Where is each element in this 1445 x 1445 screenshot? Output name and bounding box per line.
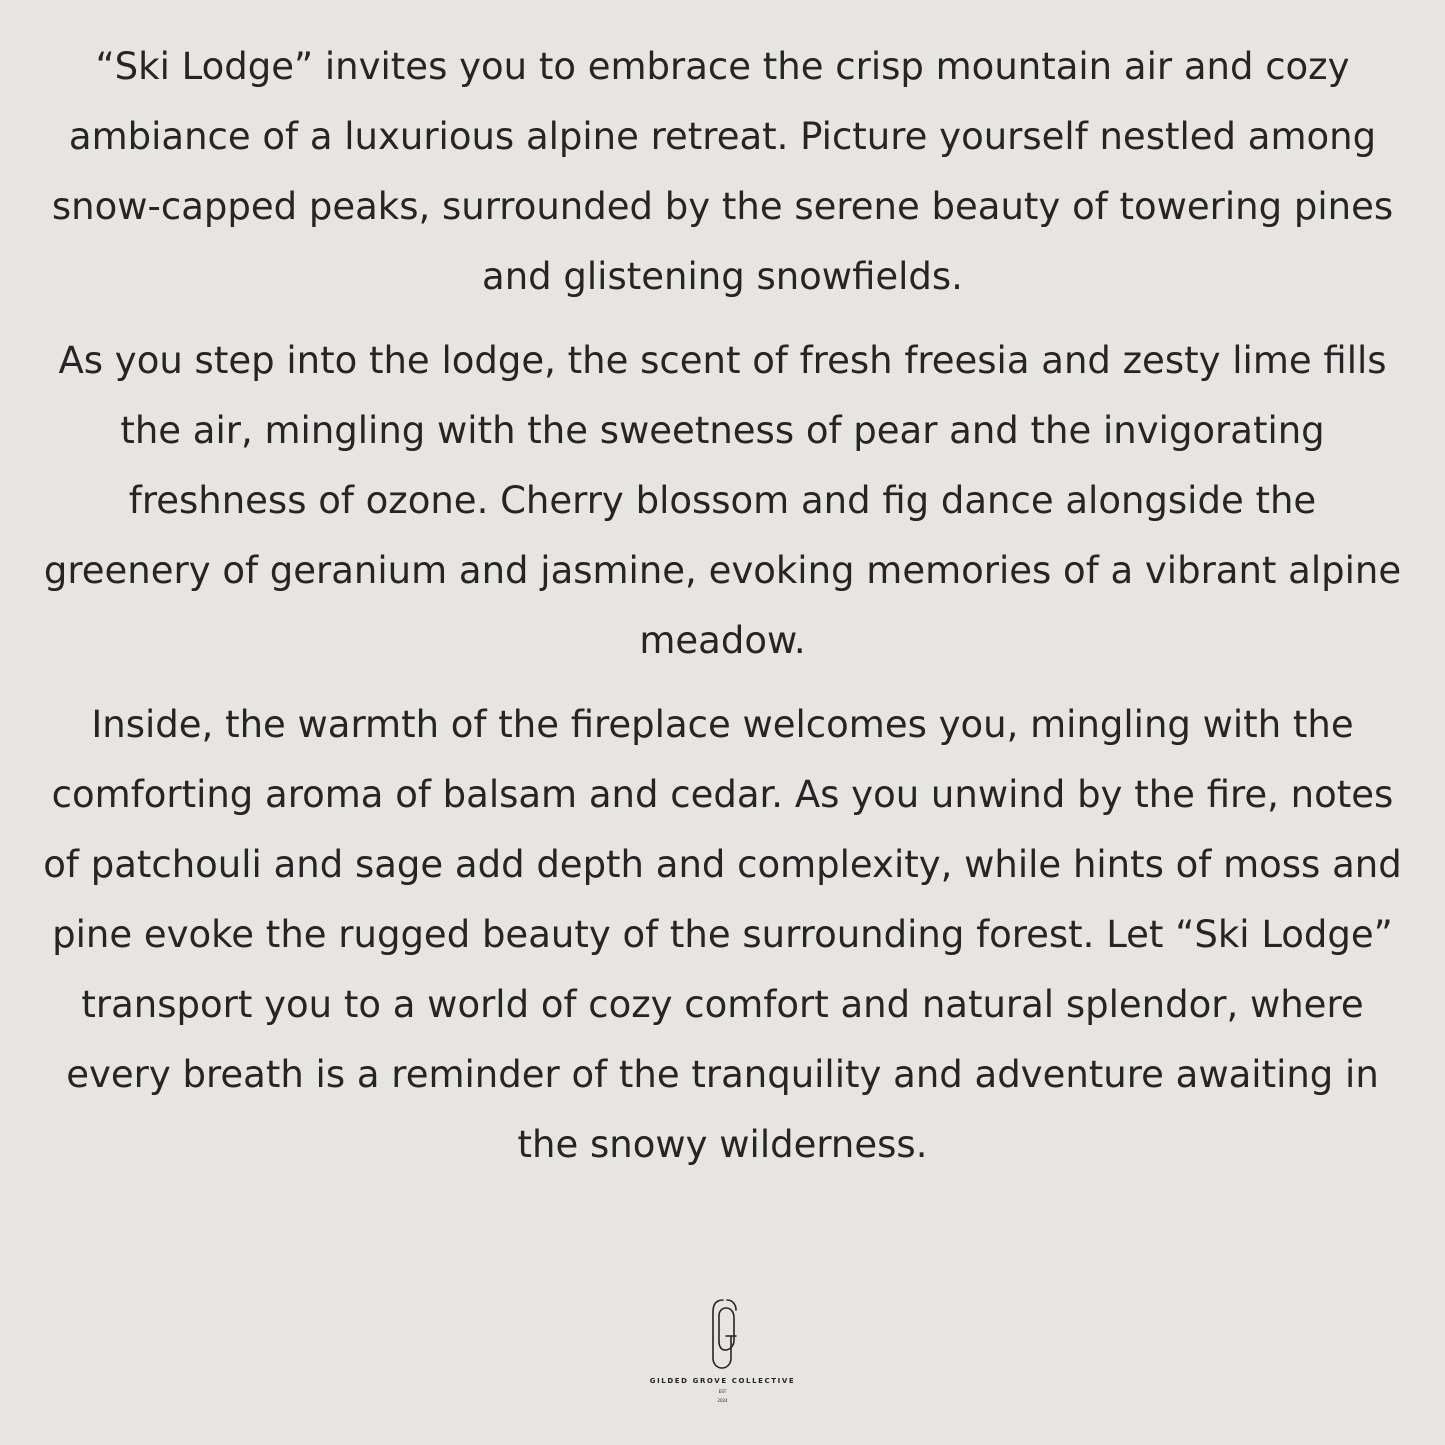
brand-name: GILDED GROVE COLLECTIVE	[649, 1377, 796, 1385]
brand-logo	[0, 1296, 1445, 1403]
paragraph-top-notes: As you step into the lodge, the scent of fresh freesia and zesty lime fills the air, mingling with the sweetness of pear and the invigorating freshness of ozone. Cherry blossom and fig dance alongside the greenery of geranium and jasmine, evoking memories of a vibrant alpine meadow.	[43, 339, 1402, 662]
gg-monogram-icon	[703, 1296, 743, 1372]
paragraph-intro: “Ski Lodge” invites you to embrace the crisp mountain air and cozy ambiance of a luxurious alpine retreat. Picture yourself nestled among snow-capped peaks, surrounded by the serene beauty of towering pines and glistening snowfields.	[51, 45, 1394, 298]
brand-est-label: EST	[718, 1389, 727, 1394]
paragraph-base-notes: Inside, the warmth of the fireplace welcomes you, mingling with the comforting aroma of balsam and cedar. As you unwind by the fire, notes of patchouli and sage add depth and complexity, while hints of moss and pine evoke the rugged beauty of the surrounding forest. Let “Ski Lodge” transport you to a world of cozy comfort and natural splendor, where every breath is a reminder of the tranquility and adventure awaiting in the snowy wilderness.	[43, 703, 1402, 1166]
brand-est-year: 2024	[717, 1398, 728, 1403]
description-text	[40, 32, 1405, 1194]
